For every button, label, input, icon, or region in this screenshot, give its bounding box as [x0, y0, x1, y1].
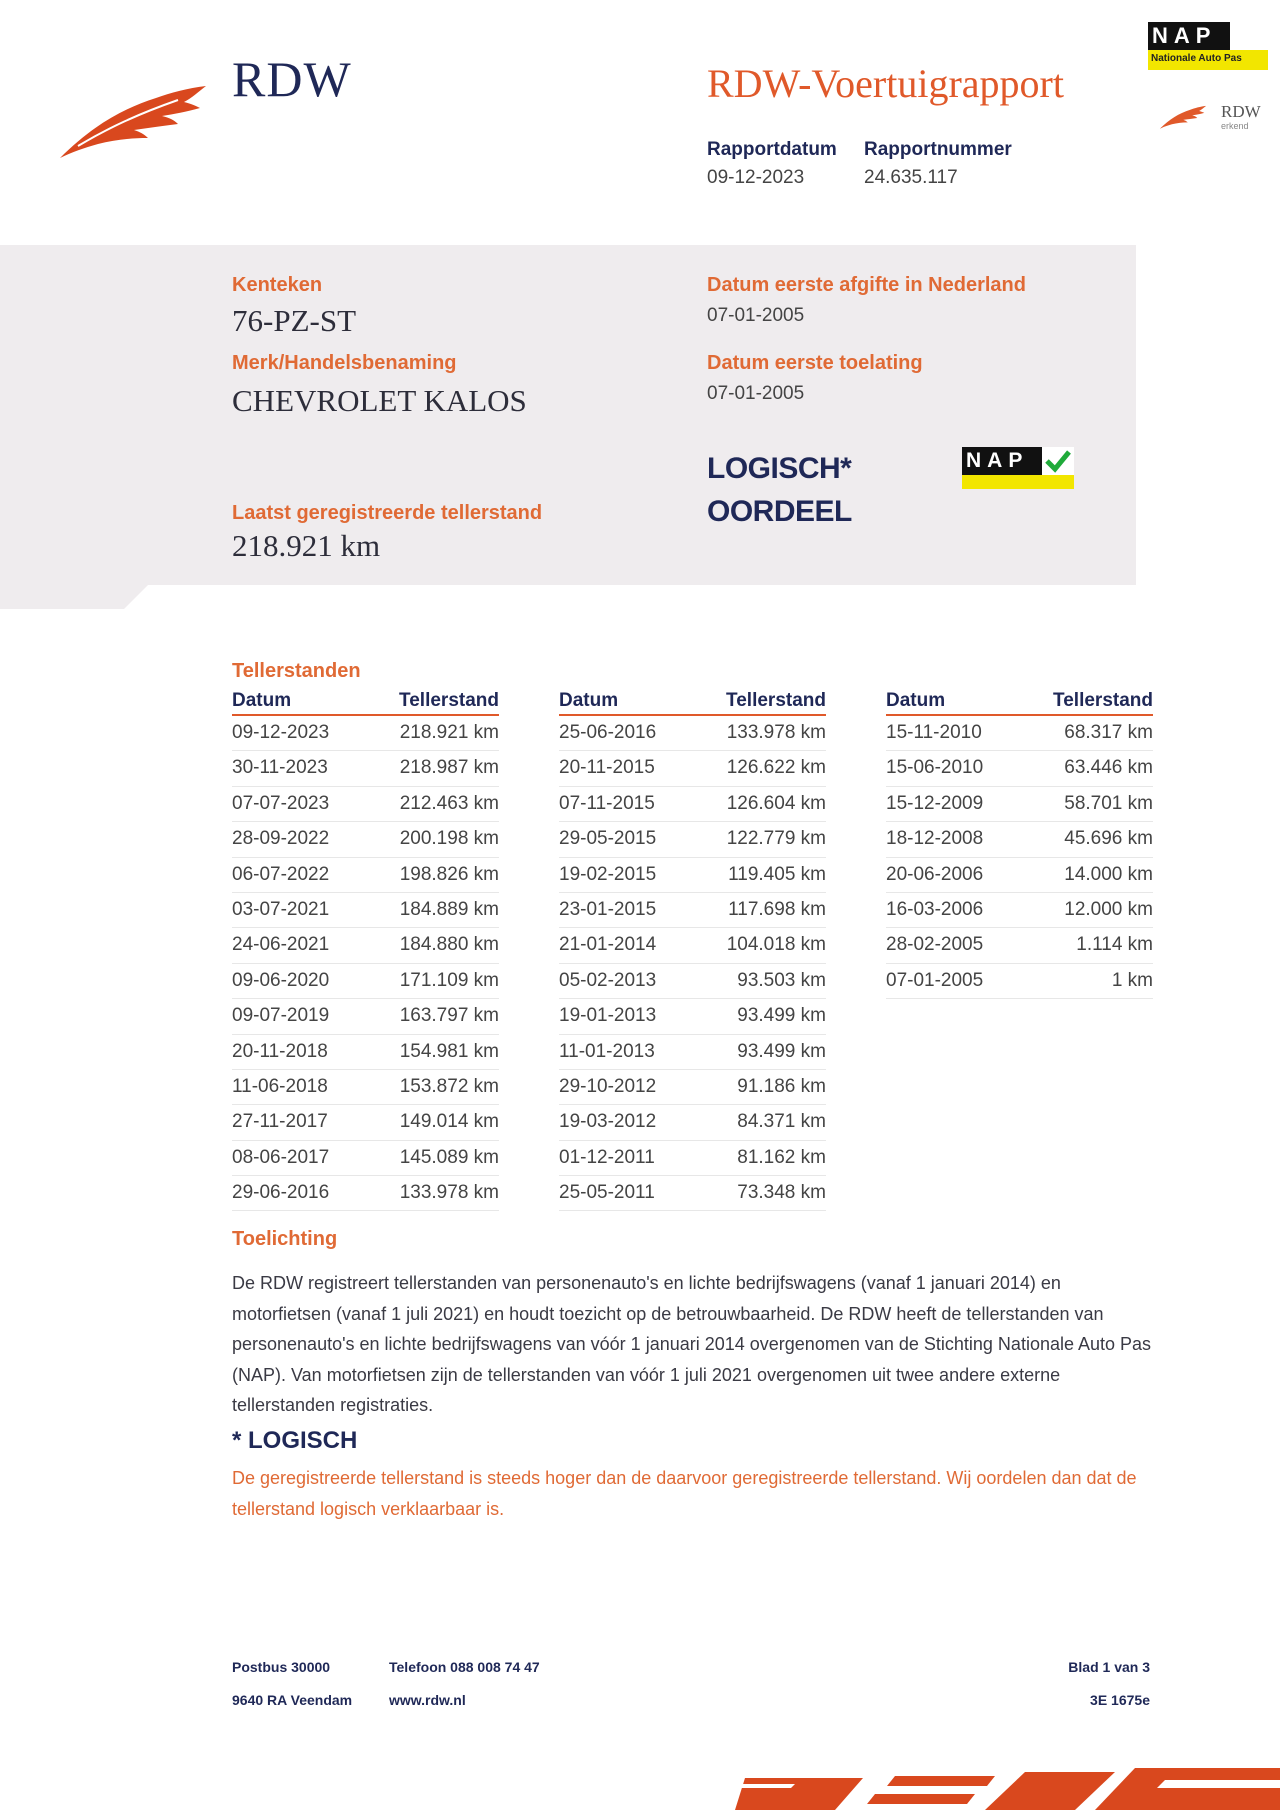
nap-check-text: NAP	[962, 447, 1042, 475]
explanation-heading: Toelichting	[232, 1228, 338, 1250]
row-reading: 93.499 km	[737, 1040, 826, 1062]
row-reading: 81.162 km	[737, 1146, 826, 1168]
first-admission-value: 07-01-2005	[707, 383, 805, 404]
row-date: 29-06-2016	[232, 1182, 330, 1204]
row-reading: 91.186 km	[737, 1075, 826, 1097]
row-date: 19-03-2012	[559, 1111, 657, 1133]
rdw-erkend-sub: erkend	[1221, 121, 1249, 131]
table-row	[559, 822, 826, 857]
table-row	[886, 822, 1153, 857]
row-reading: 119.405 km	[728, 863, 826, 885]
row-reading: 133.978 km	[399, 1182, 499, 1204]
table-row	[886, 893, 1153, 928]
col-date-header: Datum	[886, 690, 946, 711]
row-date: 11-01-2013	[559, 1040, 655, 1062]
col-reading-header: Tellerstand	[1053, 690, 1153, 711]
row-date: 15-06-2010	[886, 757, 984, 779]
row-date: 19-01-2013	[559, 1005, 657, 1027]
row-date: 09-07-2019	[232, 1005, 330, 1027]
table-row	[232, 716, 499, 751]
make-value: CHEVROLET KALOS	[232, 383, 527, 418]
col-reading-header: Tellerstand	[399, 690, 499, 711]
row-reading: 212.463 km	[399, 792, 499, 814]
table-row	[559, 999, 826, 1034]
table-row	[559, 1070, 826, 1105]
table-row	[886, 858, 1153, 893]
table-row	[232, 751, 499, 786]
row-date: 30-11-2023	[232, 757, 328, 779]
row-reading: 14.000 km	[1064, 863, 1153, 885]
footer-web-link[interactable]: www.rdw.nl	[389, 1692, 466, 1708]
row-reading: 163.797 km	[399, 1005, 499, 1027]
footer-code: 3E 1675e	[1090, 1692, 1150, 1708]
table-row	[559, 1035, 826, 1070]
table-row	[232, 787, 499, 822]
table-row	[232, 1035, 499, 1070]
table-row	[886, 787, 1153, 822]
table-header	[559, 690, 826, 716]
verdict-line2: OORDEEL	[707, 495, 852, 528]
row-reading: 171.109 km	[399, 969, 499, 991]
table-row	[232, 893, 499, 928]
col-reading-header: Tellerstand	[726, 690, 826, 711]
table-header	[886, 690, 1153, 716]
row-reading: 1.114 km	[1076, 934, 1153, 956]
table-row	[559, 716, 826, 751]
table-row	[232, 928, 499, 963]
row-date: 18-12-2008	[886, 828, 984, 850]
row-reading: 145.089 km	[399, 1146, 499, 1168]
first-issue-nl-value: 07-01-2005	[707, 305, 805, 326]
row-reading: 200.198 km	[399, 828, 499, 850]
row-reading: 104.018 km	[726, 934, 826, 956]
col-date-header: Datum	[559, 690, 619, 711]
row-date: 06-07-2022	[232, 863, 330, 885]
row-reading: 218.987 km	[399, 757, 499, 779]
footer-city: 9640 RA Veendam	[232, 1692, 353, 1708]
report-number-label: Rapportnummer	[864, 139, 1012, 160]
table-header	[232, 690, 499, 716]
row-reading: 133.978 km	[726, 722, 826, 743]
row-reading: 122.779 km	[726, 828, 826, 850]
row-reading: 93.503 km	[737, 969, 826, 991]
table-row	[232, 964, 499, 999]
table-row	[886, 928, 1153, 963]
row-reading: 73.348 km	[737, 1182, 826, 1204]
table-row	[886, 751, 1153, 786]
row-date: 19-02-2015	[559, 863, 657, 885]
footer-phone: Telefoon 088 008 74 47	[389, 1659, 540, 1675]
footer-stripes-decoration	[735, 1758, 1280, 1810]
row-date: 20-11-2015	[559, 757, 655, 779]
table-row	[559, 893, 826, 928]
row-date: 07-01-2005	[886, 969, 984, 991]
first-admission-label: Datum eerste toelating	[707, 352, 923, 374]
row-reading: 45.696 km	[1064, 828, 1153, 850]
nap-check-badge	[962, 447, 1074, 489]
row-date: 23-01-2015	[559, 898, 657, 920]
row-reading: 154.981 km	[399, 1040, 499, 1062]
table-row	[559, 1176, 826, 1211]
table-row	[232, 858, 499, 893]
row-date: 29-05-2015	[559, 828, 657, 850]
table-row	[559, 787, 826, 822]
footer-page: Blad 1 van 3	[1068, 1659, 1150, 1675]
row-reading: 149.014 km	[399, 1111, 499, 1133]
row-date: 03-07-2021	[232, 898, 330, 920]
row-reading: 184.880 km	[399, 934, 499, 956]
report-title: RDW-Voertuigrapport	[707, 61, 1064, 106]
odometer-value: 218.921 km	[232, 528, 381, 563]
plate-value: 76-PZ-ST	[232, 303, 356, 338]
report-date: 09-12-2023	[707, 167, 805, 188]
report-date-label: Rapportdatum	[707, 139, 837, 160]
row-reading: 198.826 km	[399, 863, 499, 885]
row-reading: 126.604 km	[726, 792, 826, 814]
row-date: 24-06-2021	[232, 934, 330, 956]
row-reading: 218.921 km	[399, 722, 499, 743]
logisch-text: De geregistreerde tellerstand is steeds hoger dan de daarvoor geregistreerde tellerstand. Wij oordelen dan dat de tellerstand logisch verklaarbaar is.	[232, 1468, 1137, 1519]
row-date: 20-06-2006	[886, 863, 984, 885]
table-row	[232, 1141, 499, 1176]
row-date: 09-12-2023	[232, 722, 330, 743]
row-date: 07-11-2015	[559, 792, 655, 814]
explanation-text: De RDW registreert tellerstanden van personenauto's en lichte bedrijfswagens (vanaf 1 januari 2014) en motorfietsen (vanaf 1 juli 2021) en houdt toezicht op de betrouwbaarheid. De RDW heeft de tellerstanden van personenauto's en lichte bedrijfswagens van vóór 1 januari 2014 overgenomen van de Stichting Nationale Auto Pas (NAP). Van motorfietsen zijn de tellerstanden van vóór 1 juli 2021 overgenomen uit twee andere externe tellerstanden registraties.	[232, 1273, 1152, 1415]
row-date: 11-06-2018	[232, 1075, 328, 1097]
col-date-header: Datum	[232, 690, 292, 711]
row-date: 20-11-2018	[232, 1040, 328, 1062]
table-row	[232, 1176, 499, 1211]
verdict-line1: LOGISCH*	[707, 452, 852, 485]
make-label: Merk/Handelsbenaming	[232, 352, 457, 374]
panel-notch	[0, 583, 150, 609]
row-date: 15-12-2009	[886, 792, 984, 814]
odometer-table-2	[559, 690, 826, 1211]
odometer-label: Laatst geregistreerde tellerstand	[232, 502, 543, 524]
table-row	[232, 999, 499, 1034]
odometer-table-3	[886, 690, 1153, 999]
table-row	[886, 716, 1153, 751]
row-date: 28-09-2022	[232, 828, 330, 850]
row-reading: 93.499 km	[737, 1005, 826, 1027]
table-row	[559, 1141, 826, 1176]
table-row	[559, 858, 826, 893]
row-reading: 153.872 km	[399, 1075, 499, 1097]
odometer-history-heading: Tellerstanden	[232, 660, 361, 682]
row-date: 21-01-2014	[559, 934, 657, 956]
table-row	[232, 1105, 499, 1140]
brand-name: RDW	[232, 51, 352, 107]
report-number: 24.635.117	[864, 167, 958, 188]
row-date: 05-02-2013	[559, 969, 657, 991]
row-reading: 58.701 km	[1064, 792, 1153, 814]
row-reading: 126.622 km	[726, 757, 826, 779]
row-reading: 12.000 km	[1064, 898, 1153, 920]
rdw-leaf-logo	[58, 80, 208, 162]
row-reading: 184.889 km	[399, 898, 499, 920]
row-date: 27-11-2017	[232, 1111, 328, 1133]
table-row	[559, 1105, 826, 1140]
table-row	[232, 1070, 499, 1105]
row-reading: 84.371 km	[737, 1111, 826, 1133]
row-date: 07-07-2023	[232, 792, 330, 814]
table-row	[559, 928, 826, 963]
nap-logo-text: NAP	[1148, 22, 1230, 50]
odometer-table-1	[232, 690, 499, 1211]
plate-label: Kenteken	[232, 274, 323, 296]
row-date: 25-06-2016	[559, 722, 657, 743]
rdw-erkend-logo	[1155, 100, 1267, 132]
row-reading: 117.698 km	[728, 898, 826, 920]
row-date: 29-10-2012	[559, 1075, 657, 1097]
table-row	[559, 751, 826, 786]
first-issue-nl-label: Datum eerste afgifte in Nederland	[707, 274, 1026, 296]
row-date: 15-11-2010	[886, 722, 982, 743]
table-row	[559, 964, 826, 999]
table-row	[232, 822, 499, 857]
row-reading: 63.446 km	[1064, 757, 1153, 779]
rdw-erkend-brand: RDW	[1221, 102, 1261, 121]
row-date: 28-02-2005	[886, 934, 984, 956]
row-date: 09-06-2020	[232, 969, 330, 991]
nap-logo	[1148, 22, 1268, 70]
footer-postbus: Postbus 30000	[232, 1659, 331, 1675]
table-row	[886, 964, 1153, 999]
row-date: 08-06-2017	[232, 1146, 330, 1168]
row-reading: 1 km	[1111, 969, 1153, 991]
row-reading: 68.317 km	[1064, 722, 1153, 743]
checkmark-icon	[1044, 448, 1072, 474]
logisch-heading: * LOGISCH	[232, 1427, 358, 1454]
nap-logo-sub: Nationale Auto Pas	[1151, 53, 1242, 64]
row-date: 16-03-2006	[886, 898, 984, 920]
row-date: 25-05-2011	[559, 1182, 655, 1204]
row-date: 01-12-2011	[559, 1146, 655, 1168]
